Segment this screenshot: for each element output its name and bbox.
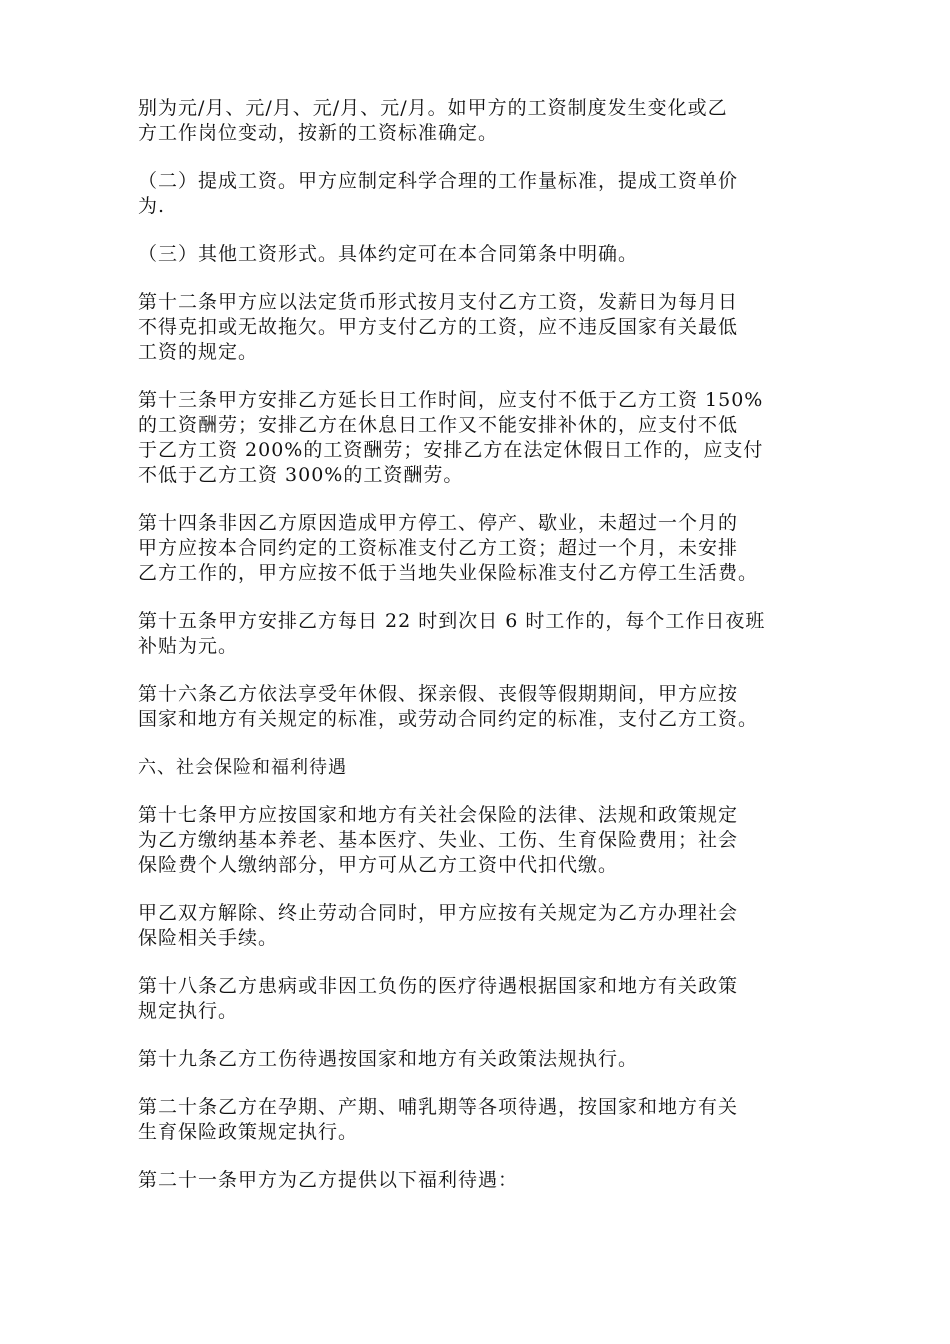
- paragraph-salary-standard: 别为元/月、元/月、元/月、元/月。如甲方的工资制度发生变化或乙 方工作岗位变动，按新的工资标准确定。: [138, 97, 728, 144]
- paragraph-article-16: 第十六条乙方依法享受年休假、探亲假、丧假等假期期间，甲方应按 国家和地方有关规定的标准，或劳动合同约定的标准，支付乙方工资。: [138, 683, 759, 730]
- paragraph-article-19: 第十九条乙方工伤待遇按国家和地方有关政策法规执行。: [138, 1048, 639, 1070]
- paragraph-other-wage-forms: （三）其他工资形式。具体约定可在本合同第条中明确。: [138, 243, 639, 265]
- paragraph-article-13: 第十三条甲方安排乙方延长日工作时间，应支付不低于乙方工资 150% 的工资酬劳；安排乙方在休息日工作又不能安排补休的，应支付不低 于乙方工资 200%的工资酬劳；安排乙方在法定休假日工作的，应支付 不低于乙方工资 300%的工资酬劳。: [138, 389, 764, 486]
- paragraph-article-12: 第十二条甲方应以法定货币形式按月支付乙方工资，发薪日为每月日 不得克扣或无故拖欠。甲方支付乙方的工资，应不违反国家有关最低 工资的规定。: [138, 291, 739, 363]
- paragraph-article-15: 第十五条甲方安排乙方每日 22 时到次日 6 时工作的，每个工作日夜班 补贴为元。: [138, 610, 766, 657]
- paragraph-article-17: 第十七条甲方应按国家和地方有关社会保险的法律、法规和政策规定 为乙方缴纳基本养老、基本医疗、失业、工伤、生育保险费用；社会 保险费个人缴纳部分，甲方可从乙方工资中代扣代缴。: [138, 804, 739, 876]
- paragraph-article-14: 第十四条非因乙方原因造成甲方停工、停产、歇业，未超过一个月的 甲方应按本合同约定的工资标准支付乙方工资；超过一个月，未安排 乙方工作的，甲方应按不低于当地失业保险标准支付乙方停工生活费。: [138, 512, 759, 584]
- section-heading-social-insurance: 六、社会保险和福利待遇: [138, 757, 347, 778]
- paragraph-article-18: 第十八条乙方患病或非因工负伤的医疗待遇根据国家和地方有关政策 规定执行。: [138, 975, 739, 1022]
- document-body: [138, 96, 818, 1216]
- paragraph-insurance-termination: 甲乙双方解除、终止劳动合同时，甲方应按有关规定为乙方办理社会 保险相关手续。: [138, 902, 739, 949]
- paragraph-article-20: 第二十条乙方在孕期、产期、哺乳期等各项待遇，按国家和地方有关 生育保险政策规定执行。: [138, 1096, 739, 1143]
- paragraph-article-21: 第二十一条甲方为乙方提供以下福利待遇：: [138, 1169, 519, 1191]
- paragraph-commission-wage: （二）提成工资。甲方应制定科学合理的工作量标准，提成工资单价 为.: [138, 170, 739, 217]
